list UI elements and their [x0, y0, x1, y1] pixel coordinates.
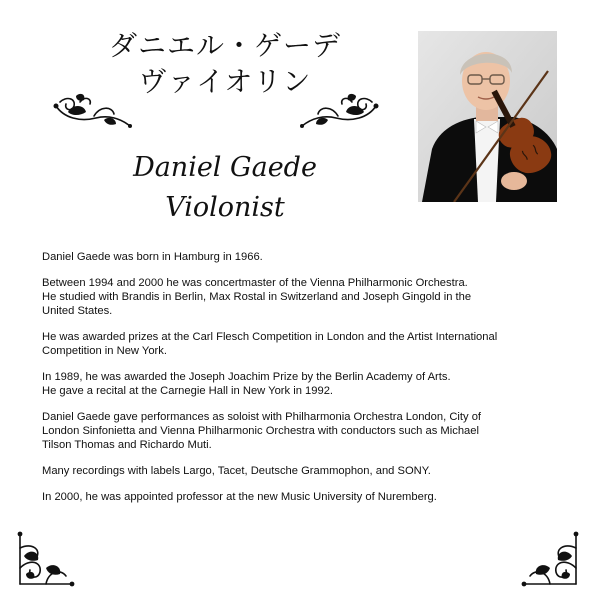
bio-paragraph	[42, 330, 562, 358]
japanese-role: ヴァイオリン	[138, 65, 312, 98]
bio-line: London Sinfonietta and Vienna Philharmonic Orchestra with conductors such as Michael	[42, 425, 479, 437]
corner-ornament-left-icon	[16, 528, 76, 588]
bio-line: In 2000, he was appointed professor at the new Music University of Nuremberg.	[42, 491, 437, 503]
biography	[42, 250, 562, 516]
flourish-right-icon	[298, 92, 382, 132]
bio-line: He gave a recital at the Carnegie Hall in New York in 1992.	[42, 385, 334, 397]
bio-line: Tilson Thomas and Richardo Muti.	[42, 439, 212, 451]
japanese-name: ダニエル・ゲーデ	[108, 29, 341, 62]
bio-line: Daniel Gaede was born in Hamburg in 1966.	[42, 251, 263, 263]
violinist-portrait-icon	[418, 31, 557, 202]
flourish-left-icon	[50, 92, 134, 132]
bio-line: Competition in New York.	[42, 345, 167, 357]
bio-line: Daniel Gaede gave performances as soloist with Philharmonia Orchestra London, City of	[42, 411, 482, 423]
bio-line: He studied with Brandis in Berlin, Max Rostal in Switzerland and Joseph Gingold in the	[42, 291, 472, 303]
bio-line: In 1989, he was awarded the Joseph Joachim Prize by the Berlin Academy of Arts.	[42, 371, 451, 383]
portrait-photo	[418, 31, 557, 202]
bio-paragraph	[42, 464, 562, 478]
bio-line: Many recordings with labels Largo, Tacet, Deutsche Grammophon, and SONY.	[42, 465, 431, 477]
corner-ornament-right-icon	[520, 528, 580, 588]
bio-paragraph	[42, 276, 562, 318]
bio-line: United States.	[42, 305, 113, 317]
english-title	[100, 148, 350, 228]
bio-paragraph	[42, 250, 562, 264]
bio-paragraph	[42, 490, 562, 504]
japanese-title	[95, 28, 355, 100]
bio-line: He was awarded prizes at the Carl Flesch Competition in London and the Artist International	[42, 331, 498, 343]
english-role: Violonist	[165, 192, 285, 223]
bio-paragraph	[42, 410, 562, 452]
bio-line: Between 1994 and 2000 he was concertmaster of the Vienna Philharmonic Orchestra.	[42, 277, 468, 289]
english-name: Daniel Gaede	[133, 152, 317, 183]
bio-paragraph	[42, 370, 562, 398]
